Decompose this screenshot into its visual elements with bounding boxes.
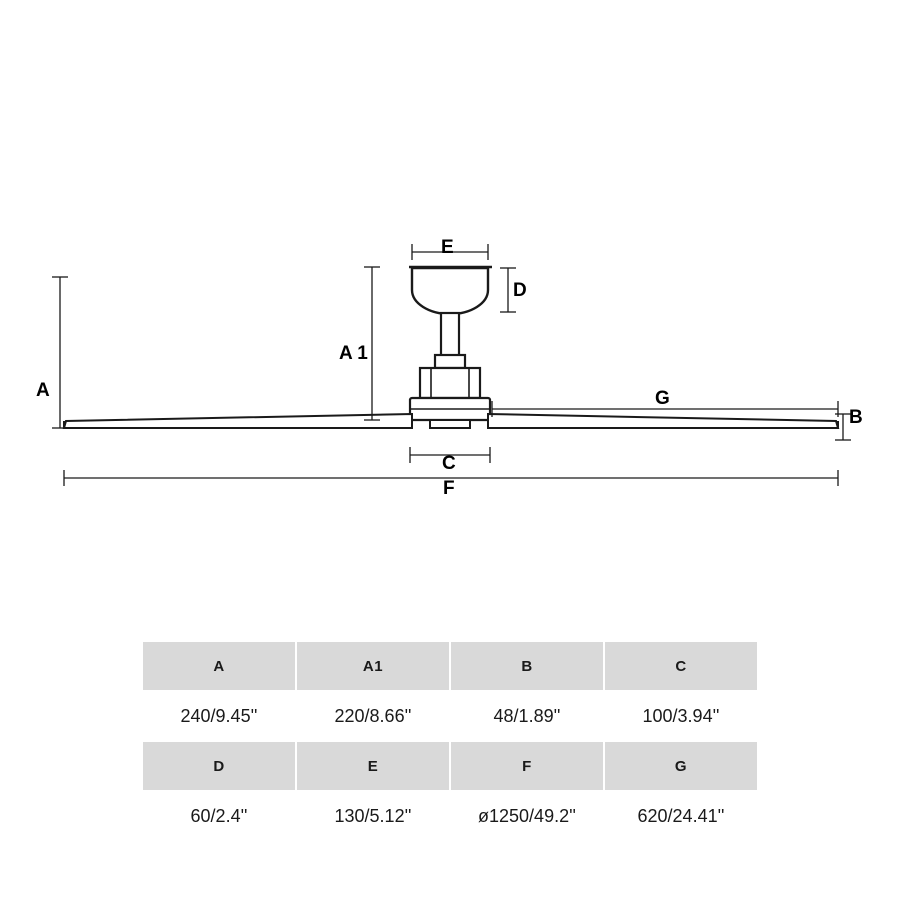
downrod-coupling bbox=[435, 355, 465, 368]
table-header-E: E bbox=[296, 741, 450, 791]
dim-label-D: D bbox=[513, 280, 527, 301]
table-row-values-1 bbox=[142, 691, 758, 741]
dim-label-C: C bbox=[442, 453, 456, 474]
table-row-headers-1 bbox=[142, 641, 758, 691]
table-row-headers-2 bbox=[142, 741, 758, 791]
table-value-A1: 220/8.66'' bbox=[296, 691, 450, 741]
canopy-dome bbox=[412, 268, 488, 314]
dim-label-G: G bbox=[655, 388, 670, 409]
downrod bbox=[441, 313, 459, 357]
table-header-B: B bbox=[450, 641, 604, 691]
dimensions-table bbox=[141, 640, 759, 842]
table-value-C: 100/3.94'' bbox=[604, 691, 758, 741]
table-header-D: D bbox=[142, 741, 296, 791]
dim-label-A: A bbox=[36, 380, 50, 401]
dim-label-F: F bbox=[443, 478, 455, 499]
table-header-A: A bbox=[142, 641, 296, 691]
fan-drawing bbox=[64, 267, 838, 428]
table-value-A: 240/9.45'' bbox=[142, 691, 296, 741]
table-header-C: C bbox=[604, 641, 758, 691]
motor-housing-upper bbox=[420, 368, 480, 398]
table-row-values-2 bbox=[142, 791, 758, 841]
table-header-F: F bbox=[450, 741, 604, 791]
table-value-E: 130/5.12'' bbox=[296, 791, 450, 841]
hub-bottom-cap bbox=[430, 420, 470, 428]
table-value-D: 60/2.4'' bbox=[142, 791, 296, 841]
dim-label-A1: A 1 bbox=[339, 343, 368, 364]
table-value-G: 620/24.41'' bbox=[604, 791, 758, 841]
blade-right bbox=[488, 414, 838, 428]
dim-label-E: E bbox=[441, 237, 454, 258]
table-value-B: 48/1.89'' bbox=[450, 691, 604, 741]
table-value-F: ø1250/49.2'' bbox=[450, 791, 604, 841]
table-header-G: G bbox=[604, 741, 758, 791]
dim-label-B: B bbox=[849, 407, 863, 428]
table-header-A1: A1 bbox=[296, 641, 450, 691]
blade-left bbox=[64, 414, 412, 428]
